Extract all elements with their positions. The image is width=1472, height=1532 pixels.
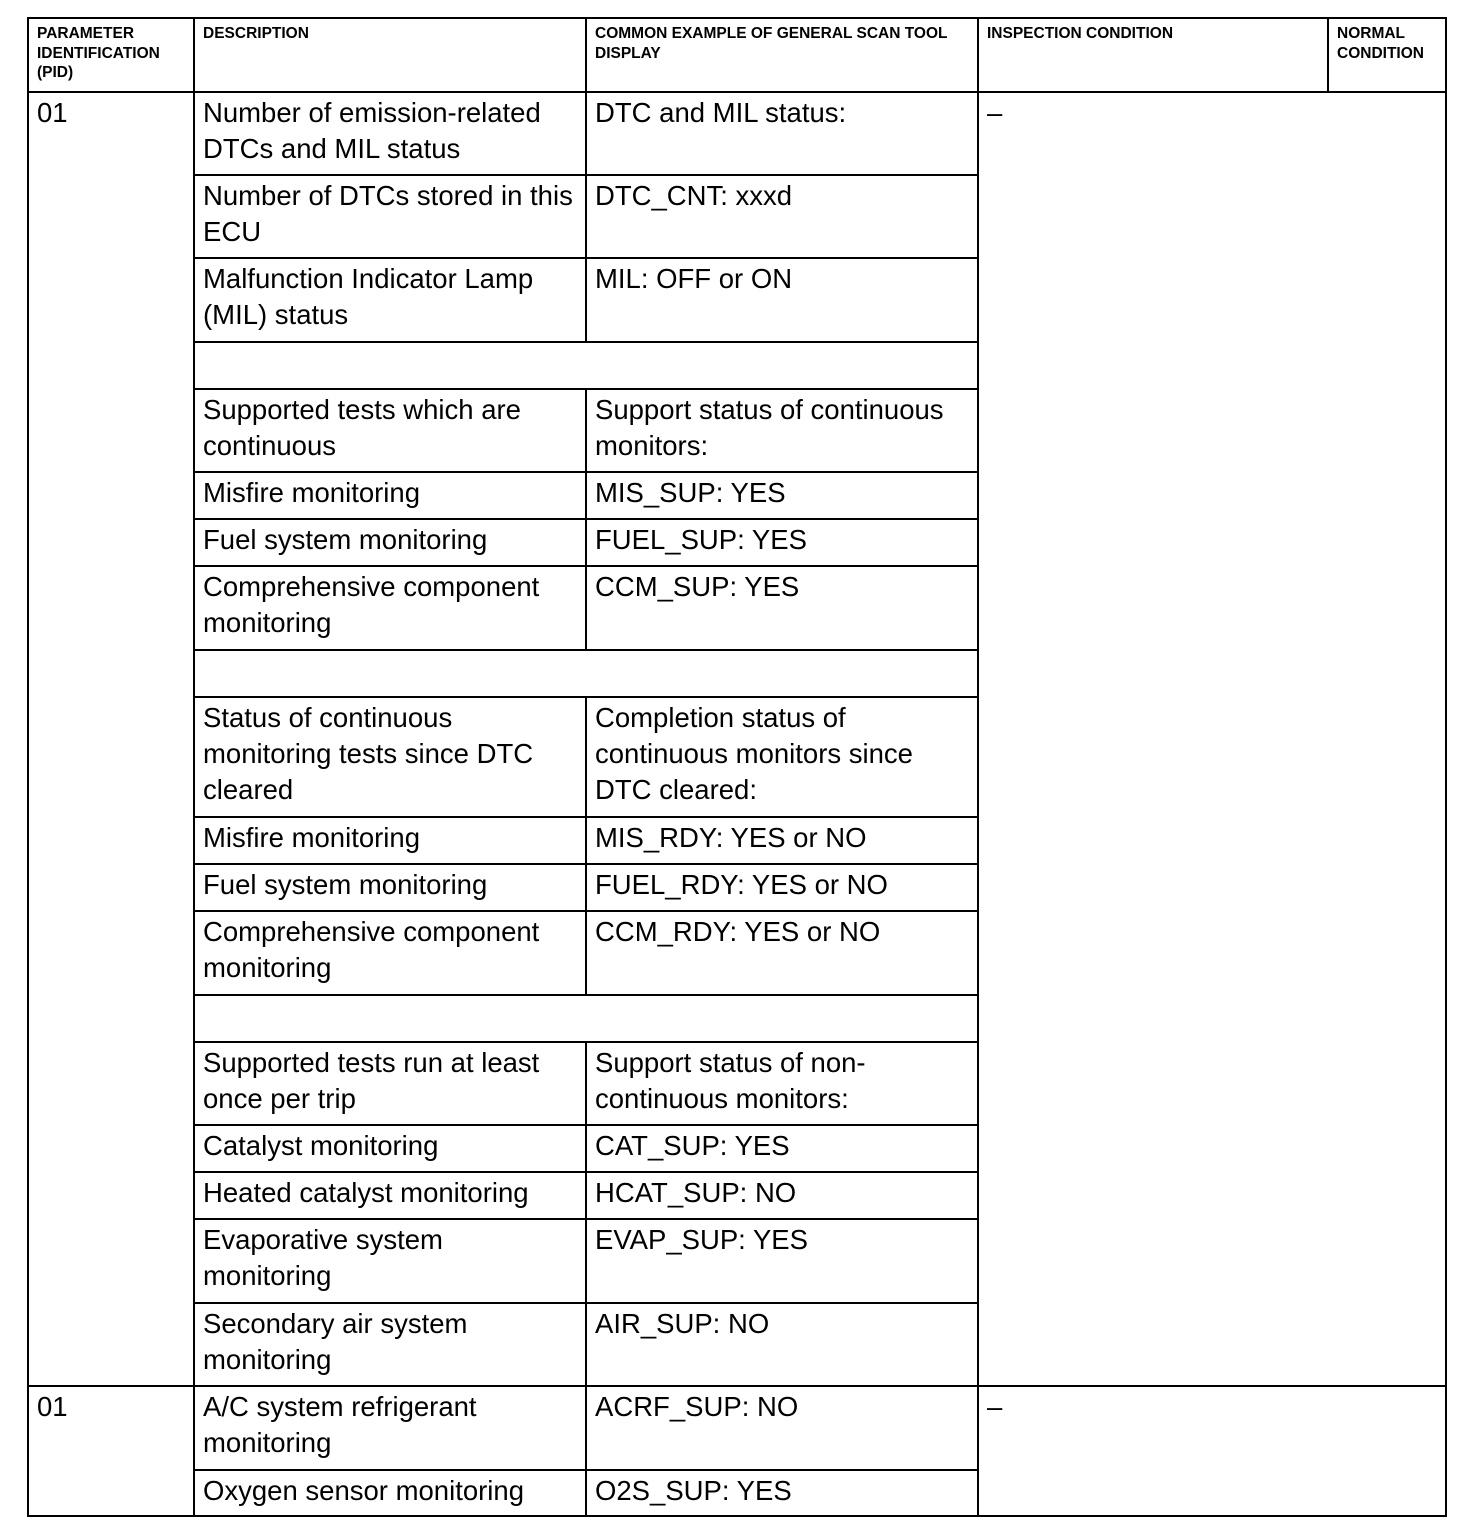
header-description: DESCRIPTION: [194, 18, 586, 92]
description-cell: Fuel system monitoring: [194, 519, 586, 566]
header-pid: PARAMETER IDENTIFICATION (PID): [28, 18, 194, 92]
description-cell: Comprehensive component monitoring: [194, 911, 586, 995]
pid-cell: 01: [28, 1386, 194, 1516]
display-cell: EVAP_SUP: YES: [586, 1219, 978, 1303]
description-cell: Supported tests run at least once per trip: [194, 1042, 586, 1125]
description-cell: Catalyst monitoring: [194, 1125, 586, 1172]
display-cell: MIS_SUP: YES: [586, 472, 978, 519]
blank-cell: [194, 342, 978, 389]
condition-cell: –: [978, 92, 1446, 1386]
pid-cell: 01: [28, 92, 194, 1386]
description-cell: Heated catalyst monitoring: [194, 1172, 586, 1219]
display-cell: CAT_SUP: YES: [586, 1125, 978, 1172]
description-cell: Supported tests which are continuous: [194, 389, 586, 472]
display-cell: DTC_CNT: xxxd: [586, 175, 978, 258]
display-cell: CCM_RDY: YES or NO: [586, 911, 978, 995]
pid-table: [27, 17, 1447, 1517]
display-cell: HCAT_SUP: NO: [586, 1172, 978, 1219]
description-cell: Status of continuous monitoring tests since DTC cleared: [194, 697, 586, 817]
display-cell: MIL: OFF or ON: [586, 258, 978, 342]
display-cell: DTC and MIL status:: [586, 92, 978, 175]
display-cell: Completion status of continuous monitors since DTC cleared:: [586, 697, 978, 817]
blank-cell: [194, 995, 978, 1042]
header-row: [28, 18, 1446, 92]
display-cell: O2S_SUP: YES: [586, 1470, 978, 1516]
description-cell: Misfire monitoring: [194, 817, 586, 864]
description-cell: Misfire monitoring: [194, 472, 586, 519]
condition-cell: –: [978, 1386, 1446, 1516]
description-cell: Evaporative system monitoring: [194, 1219, 586, 1303]
header-inspection: INSPECTION CONDITION: [978, 18, 1328, 92]
table-row: [28, 1386, 1446, 1470]
display-cell: CCM_SUP: YES: [586, 566, 978, 650]
description-cell: Secondary air system monitoring: [194, 1303, 586, 1386]
display-cell: FUEL_RDY: YES or NO: [586, 864, 978, 911]
table-row: [28, 92, 1446, 175]
description-cell: Oxygen sensor monitoring: [194, 1470, 586, 1516]
header-normal: NORMAL CONDITION: [1328, 18, 1446, 92]
description-cell: Comprehensive component monitoring: [194, 566, 586, 650]
display-cell: FUEL_SUP: YES: [586, 519, 978, 566]
description-cell: A/C system refrigerant monitoring: [194, 1386, 586, 1470]
description-cell: Malfunction Indicator Lamp (MIL) status: [194, 258, 586, 342]
blank-cell: [194, 650, 978, 697]
display-cell: AIR_SUP: NO: [586, 1303, 978, 1386]
display-cell: ACRF_SUP: NO: [586, 1386, 978, 1470]
display-cell: Support status of continuous monitors:: [586, 389, 978, 472]
description-cell: Number of DTCs stored in this ECU: [194, 175, 586, 258]
display-cell: Support status of non-continuous monitors:: [586, 1042, 978, 1125]
description-cell: Fuel system monitoring: [194, 864, 586, 911]
header-display: COMMON EXAMPLE OF GENERAL SCAN TOOL DISPLAY: [586, 18, 978, 92]
display-cell: MIS_RDY: YES or NO: [586, 817, 978, 864]
description-cell: Number of emission-related DTCs and MIL status: [194, 92, 586, 175]
